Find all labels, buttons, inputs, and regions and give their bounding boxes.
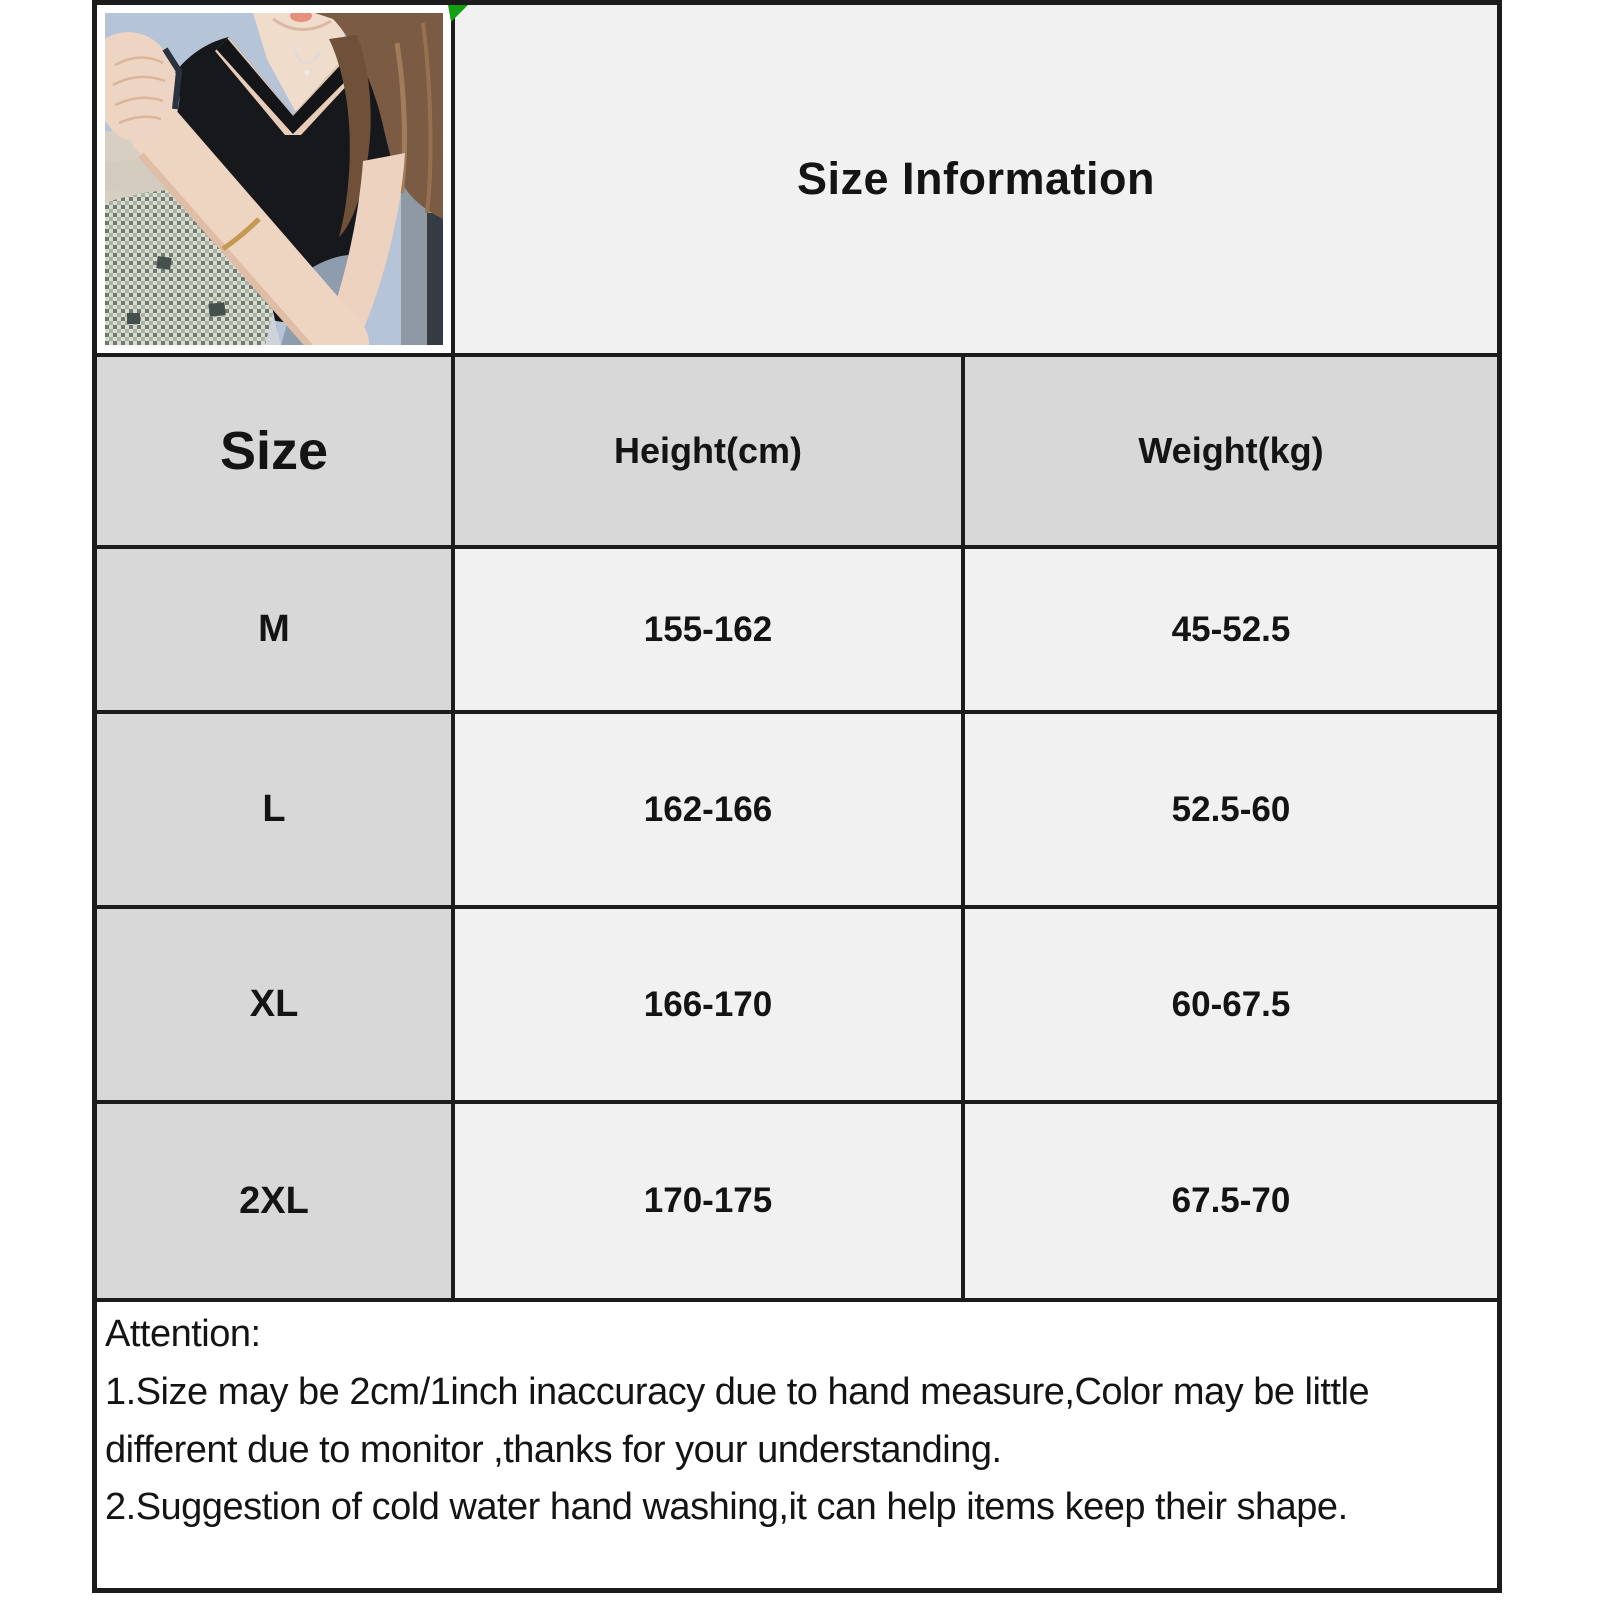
- row-xl-size: XL: [97, 909, 455, 1100]
- page-title: Size Information: [796, 153, 1156, 204]
- table-row-m: [97, 545, 1497, 710]
- top-row: [97, 5, 1497, 353]
- attention-heading: Attention:: [105, 1313, 261, 1355]
- attention-section: [97, 1298, 1497, 1588]
- size-chart-frame: [92, 0, 1502, 1593]
- table-header-row: [97, 353, 1497, 545]
- column-header-size: Size: [97, 357, 455, 545]
- row-l-size: L: [97, 714, 455, 905]
- hands: [105, 32, 179, 141]
- row-m-weight: 45-52.5: [965, 549, 1497, 710]
- table-row-2xl: [97, 1100, 1497, 1298]
- row-xl-weight: 60-67.5: [965, 909, 1497, 1100]
- row-2xl-height: 170-175: [455, 1104, 965, 1298]
- row-2xl-size: 2XL: [97, 1104, 455, 1298]
- row-l-height: 162-166: [455, 714, 965, 905]
- table-row-l: [97, 710, 1497, 905]
- column-header-height: Height(cm): [455, 357, 965, 545]
- attention-note-2: 2.Suggestion of cold water hand washing,it can help items keep their shape.: [105, 1486, 1348, 1529]
- row-m-height: 155-162: [455, 549, 965, 710]
- table-row-xl: [97, 905, 1497, 1100]
- product-photo: [97, 5, 455, 353]
- row-m-size: M: [97, 549, 455, 710]
- row-xl-height: 166-170: [455, 909, 965, 1100]
- column-header-weight: Weight(kg): [965, 357, 1497, 545]
- attention-note-1: 1.Size may be 2cm/1inch inaccuracy due to hand measure,Color may be little different due to monitor ,thanks for your understanding.: [105, 1370, 1370, 1471]
- title-panel: [455, 5, 1497, 353]
- row-l-weight: 52.5-60: [965, 714, 1497, 905]
- model-photo-illustration: [105, 13, 443, 345]
- row-2xl-weight: 67.5-70: [965, 1104, 1497, 1298]
